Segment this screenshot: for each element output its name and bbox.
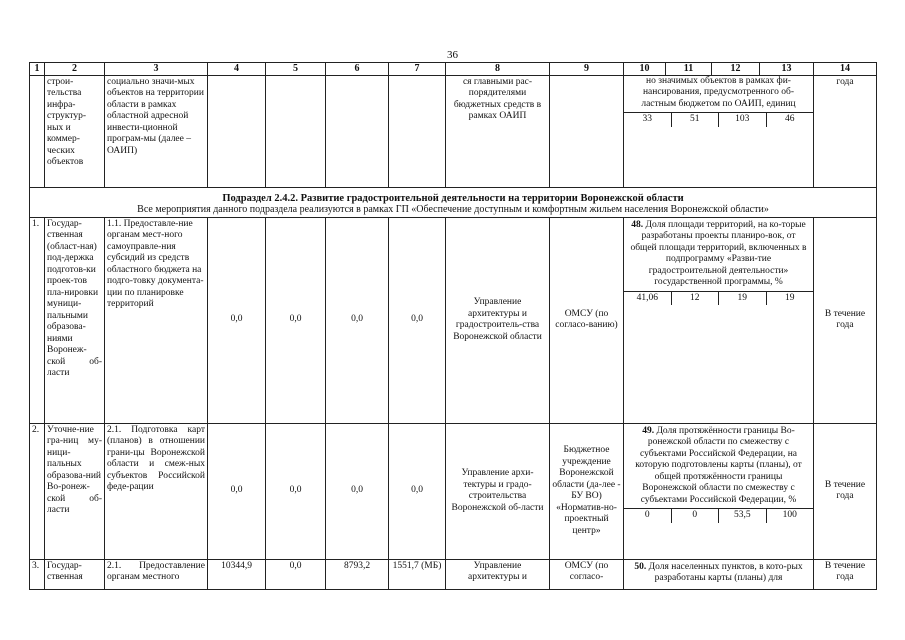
value: 41,06 <box>624 292 672 306</box>
cell: В течение года <box>814 217 877 423</box>
value: 51 <box>672 113 720 127</box>
cell: ОМСУ (по согласо- <box>550 559 624 589</box>
page-number: 36 <box>447 49 458 61</box>
cell: Управление архитектуры и <box>446 559 550 589</box>
value: 46 <box>785 114 795 124</box>
indicator-text: но значимых объектов в рамках фи-нансирования, предусмотренного об-ластным бюджетом по ОАИП, единиц <box>641 75 796 109</box>
col-header: 2 <box>45 63 105 76</box>
cell: Государ-ственная <box>45 559 105 589</box>
cell: 0,0 <box>266 217 326 423</box>
col-header: 3 <box>105 63 208 76</box>
indicator-cell <box>624 559 814 589</box>
section-title: Подраздел 2.4.2. Развитие градостроительной деятельности на территории Воронежской области <box>222 192 684 204</box>
cell: 0,0 <box>208 423 266 559</box>
program-table <box>29 62 877 590</box>
indicator-cell <box>624 217 814 423</box>
cell: 0,0 <box>326 423 389 559</box>
value: 100 <box>782 510 797 520</box>
cell: Управление архи-тектуры и градо-строительства Воронежской об-ласти <box>446 423 550 559</box>
table-row <box>30 75 877 187</box>
cell: 0,0 <box>389 217 446 423</box>
cell: Управление архитектуры и градостроитель-ства Воронежской области <box>446 217 550 423</box>
cell: ся главными рас-порядителями бюджетных средств в рамках ОАИП <box>446 75 550 187</box>
col-header: 6 <box>326 63 389 76</box>
indicator-text: 50. Доля населенных пунктов, в кото-рых разработаны карты (планы) для <box>634 561 803 583</box>
cell: 1.1. Предоставле-ние органам мест-ного самоуправле-ния субсидий из средств областного бюджета на подго-товку документа-ции по планировке территорий <box>105 217 208 423</box>
cell: В течение года <box>814 423 877 559</box>
cell: Бюджетное учреждение Воронежской области (да-лее - БУ ВО) «Норматив-но-проектный центр» <box>550 423 624 559</box>
cell: строи-тельства инфра-структур-ных и коммер-ческих объектов <box>45 75 105 187</box>
indicator-text: 48. Доля площади территорий, на ко-торые разработаны проекты планиро-вок, от общей площади территорий, включенных в подпрограмму «Разви-тие градостроительной деятельности» государственной программы, % <box>630 219 807 287</box>
section-subtitle: Все мероприятия данного подраздела реализуются в рамках ГП «Обеспечение доступным и комфортным жильем населения Воронежской области» <box>137 204 769 215</box>
cell: 0,0 <box>208 217 266 423</box>
cell: 1551,7 (МБ) <box>389 559 446 589</box>
cell: Уточне-ние гра-ниц му-ници-пальных образова-ний Во-ронеж-ской об-ласти <box>45 423 105 559</box>
indicator-values <box>624 508 813 523</box>
value: 53,5 <box>719 509 767 523</box>
table-row <box>30 559 877 589</box>
col-header: 8 <box>446 63 550 76</box>
indicator-cell <box>624 423 814 559</box>
cell: 2.1. Подготовка карт (планов) в отношении грани-цы Воронежской области и смеж-ных субъектов Российской феде-рации <box>105 423 208 559</box>
cell: ОМСУ (по согласо-ванию) <box>550 217 624 423</box>
cell: 10344,9 <box>208 559 266 589</box>
cell: 0,0 <box>266 423 326 559</box>
table-row <box>30 423 877 559</box>
value: 19 <box>785 292 795 303</box>
col-header: 9 <box>550 63 624 76</box>
table-row <box>30 217 877 423</box>
column-numbers-row <box>30 63 877 76</box>
value: 19 <box>719 292 767 306</box>
indicator-text: 49. Доля протяжённости границы Во-ронежской области по смежеству с субъектами Российской Федерации, на которую подготовлены карты (планы), от общей протяжённости границы Воронежской области по смежеству с субъектами Российской Федерации, % <box>635 425 802 505</box>
row-number: 3. <box>30 559 45 589</box>
col-header: 4 <box>208 63 266 76</box>
col-header: 14 <box>814 63 877 76</box>
row-number: 1. <box>30 217 45 423</box>
col-header: 11 <box>666 63 712 76</box>
col-header: 10 <box>624 63 666 76</box>
cell: 8793,2 <box>326 559 389 589</box>
cell: 0,0 <box>266 559 326 589</box>
col-header: 7 <box>389 63 446 76</box>
row-number: 2. <box>30 423 45 559</box>
value: 0 <box>672 509 720 523</box>
section-row <box>30 187 877 217</box>
indicator-cell <box>624 75 814 187</box>
cell: Государ-ственная (област-ная) под-держка подготов-ки проек-тов пла-нировки муници-пальными образова-ниями Воронеж-ской об-ласти <box>45 217 105 423</box>
indicator-values <box>624 291 813 306</box>
value: 103 <box>719 113 767 127</box>
value: 0 <box>624 509 672 523</box>
col-header: 1 <box>30 63 45 76</box>
col-header: 13 <box>760 63 814 76</box>
indicator-values <box>624 112 813 127</box>
cell: В течение года <box>814 559 877 589</box>
value: 12 <box>672 292 720 306</box>
value: 33 <box>624 113 672 127</box>
cell: года <box>814 75 877 187</box>
cell: 0,0 <box>389 423 446 559</box>
cell: 0,0 <box>326 217 389 423</box>
col-header: 5 <box>266 63 326 76</box>
col-header: 12 <box>712 63 760 76</box>
cell: социально значи-мых объектов на территории области в рамках областной адресной инвести-ционной програм-мы (далее – ОАИП) <box>105 75 208 187</box>
cell: 2.1. Предоставление органам местного <box>105 559 208 589</box>
